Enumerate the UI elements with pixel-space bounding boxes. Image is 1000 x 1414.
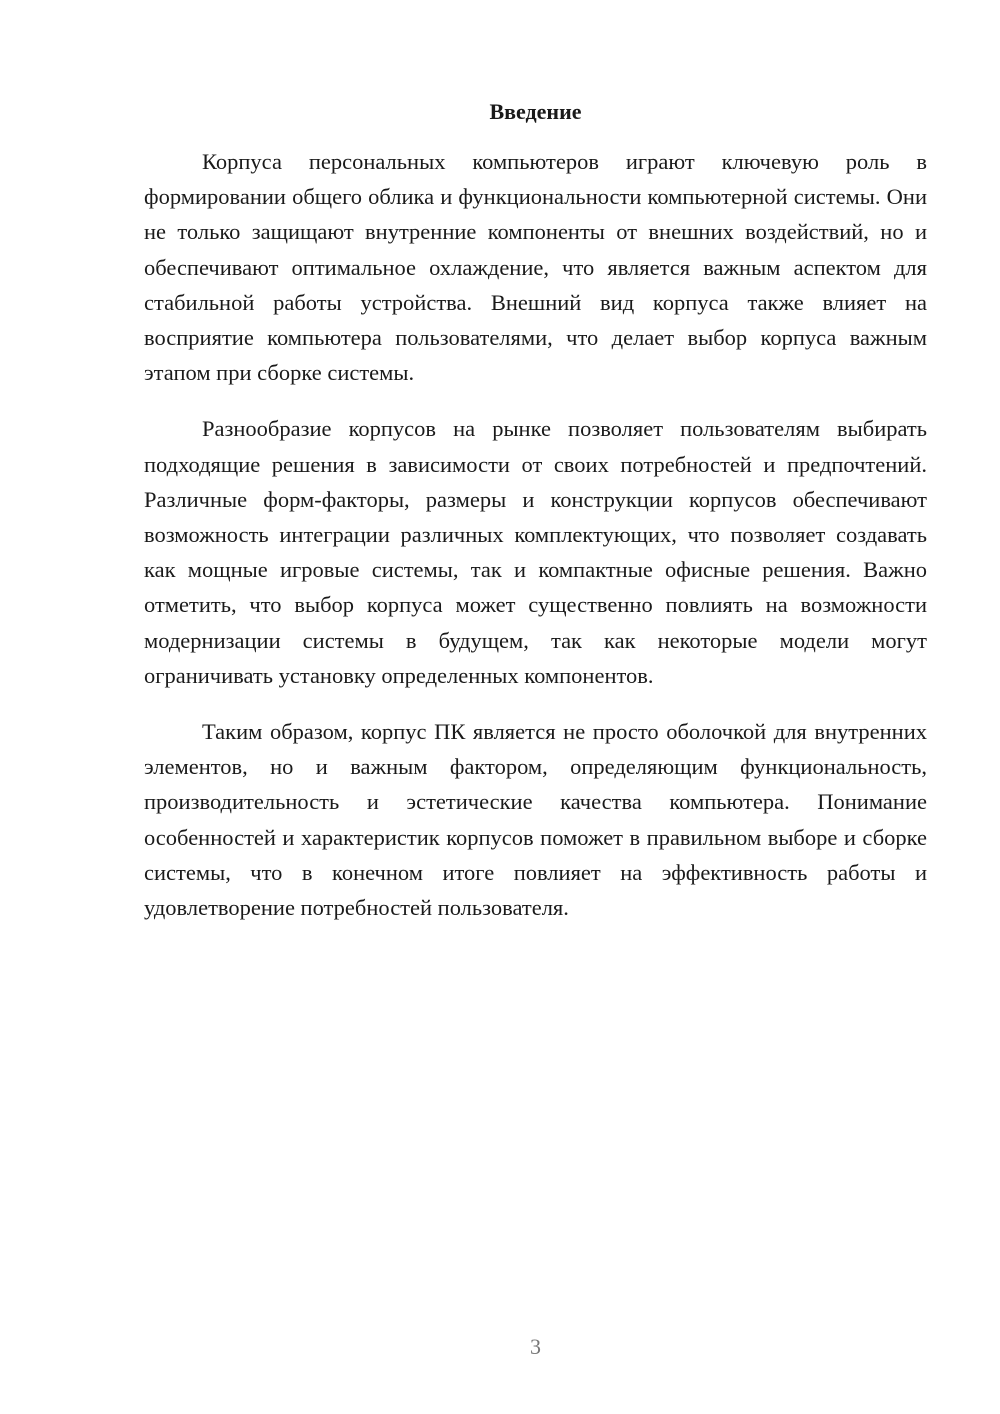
paragraph-3: Таким образом, корпус ПК является не просто оболочкой для внутренних элементов, но и важным фактором, определяющим функциональность, производительность и эстетические качества компьютера. Понимание особенностей и характеристик корпусов поможет в правильном выборе и сборке системы, что в конечном итоге повлияет на эффективность работы и удовлетворение потребностей пользователя. <box>144 719 927 921</box>
paragraph-1: Корпуса персональных компьютеров играют ключевую роль в формировании общего облика и функциональности компьютерной системы. Они не только защищают внутренние компоненты от внешних воздействий, но и обеспечивают оптимальное охлаждение, что является важным аспектом для стабильной работы устройства. Внешний вид корпуса также влияет на восприятие компьютера пользователями, что делает выбор корпуса важным этапом при сборке системы. <box>144 149 927 386</box>
paragraph-2: Разнообразие корпусов на рынке позволяет пользователям выбирать подходящие решения в зависимости от своих потребностей и предпочтений. Различные форм-факторы, размеры и конструкции корпусов обеспечивают возможность интеграции различных комплектующих, что позволяет создавать как мощные игровые системы, так и компактные офисные решения. Важно отметить, что выбор корпуса может существенно повлиять на возможности модернизации системы в будущем, так как некоторые модели могут ограничивать установку определенных компонентов. <box>144 416 927 688</box>
document-body <box>144 144 927 946</box>
page-number: 3 <box>530 1334 541 1359</box>
section-heading: Введение <box>489 99 582 124</box>
